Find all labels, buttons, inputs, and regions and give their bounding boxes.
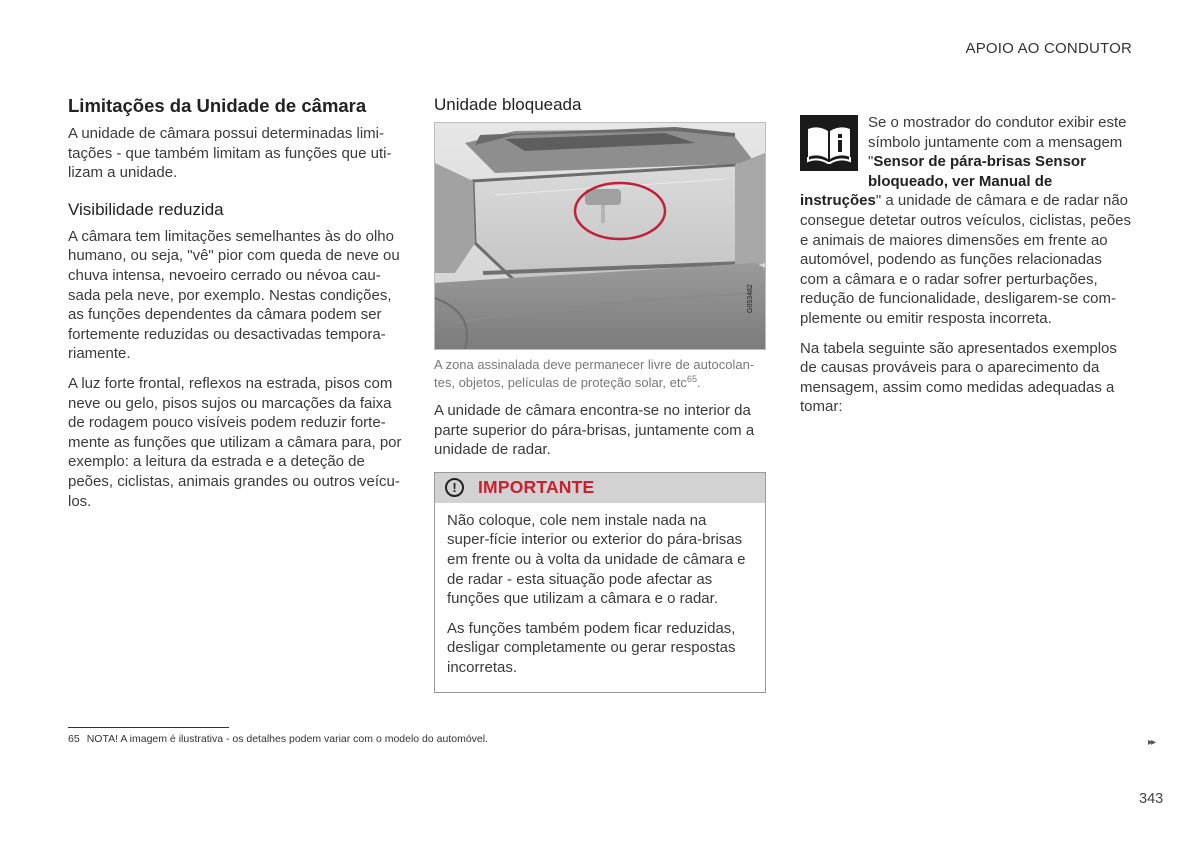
info-rest-paragraph: consegue detetar outros veículos, ciclistas, peões e animais de maiores dimensões em frente ao automóvel, podendo as funções relacionadas com a câmara e o radar sofrer perturbações, redução de funcionalidade, desligarem-se com-plemente ou emitir resposta incorreta. xyxy=(800,211,1132,327)
quote-open: " xyxy=(868,153,874,171)
column-middle xyxy=(434,94,766,693)
figure-code: G053482 xyxy=(747,284,754,313)
important-body xyxy=(435,503,765,692)
info-line-1: Se o mostrador do condutor exibir este xyxy=(868,114,1127,131)
info-line-2: símbolo juntamente com a mensagem xyxy=(868,133,1123,151)
important-box xyxy=(434,472,766,693)
message-part-1: Sensor de pára-brisas Sensor xyxy=(873,153,1086,171)
windshield-illustration xyxy=(434,122,766,350)
continue-arrows-icon: ▸▸ xyxy=(1148,737,1155,748)
section-title: Limitações da Unidade de câmara xyxy=(68,95,367,116)
section-header: APOIO AO CONDUTOR xyxy=(965,40,1132,57)
intro-paragraph: A unidade de câmara possui determinadas limi-tações - que também limitam as funções que uti-lizam a unidade. xyxy=(68,125,392,182)
footnote xyxy=(68,733,488,745)
important-paragraph-2: As funções também podem ficar reduzidas, desligar completamente ou gerar respostas incorretas. xyxy=(447,619,736,676)
footnote-number: 65 xyxy=(68,733,80,745)
page-number: 343 xyxy=(1139,791,1164,807)
info-line-5-rest: " a unidade de câmara e de radar não xyxy=(875,192,1129,210)
info-line-5 xyxy=(800,191,1132,211)
column-right xyxy=(800,113,1132,427)
camera-location-paragraph: A unidade de câmara encontra-se no interior da parte superior do pára-brisas, juntamente com a unidade de radar. xyxy=(434,402,755,459)
paragraph-strong-light: A luz forte frontal, reflexos na estrada, pisos com neve ou gelo, pisos sujos ou marcações da faixa de rodagem pouco visíveis podem reduzir forte-mente as funções que utilizam a câmara para, por exemplo: a leitura da estrada e a deteção de peões, ciclistas, animais grandes ou outros veícu-los. xyxy=(68,374,402,510)
message-part-2: bloqueado, ver Manual de xyxy=(868,172,1053,190)
footnote-divider xyxy=(68,727,229,728)
table-intro-paragraph: Na tabela seguinte são apresentados exemplos de causas prováveis para o aparecimento da mensagem, assim como medidas adequadas a tomar: xyxy=(800,339,1117,416)
info-block xyxy=(800,113,1132,329)
info-line-4 xyxy=(800,172,1132,192)
footnote-ref[interactable]: 65 xyxy=(686,373,697,384)
footnote-text: NOTA! A imagem é ilustrativa - os detalhes podem variar com o modelo do automóvel. xyxy=(86,733,489,745)
caption-text: A zona assinalada deve permanecer livre de autocolan-tes, objetos, películas de proteção solar, etc xyxy=(434,357,755,390)
paragraph-visibility: A câmara tem limitações semelhantes às do olho humano, ou seja, "vê" pior com queda de neve ou chuva intensa, nevoeiro cerrado ou névoa cau-sada pela neve, por exemplo. Nestas condições, as funções dependentes da câmara podem ser fortemente reduzidas ou desactivadas tempora-riamente. xyxy=(68,227,400,363)
important-title: IMPORTANTE xyxy=(478,477,595,498)
important-paragraph-1: Não coloque, cole nem instale nada na super-fície interior ou exterior do pára-brisas em frente ou à volta da unidade de câmara e de radar - esta situação pode afectar as funções que utilizam a câmara e o radar. xyxy=(447,511,746,608)
exclamation-icon: ! xyxy=(445,478,464,497)
subheading-reduced-visibility: Visibilidade reduzida xyxy=(68,199,224,219)
subheading-blocked-unit: Unidade bloqueada xyxy=(434,95,582,114)
message-part-3: instruções xyxy=(800,192,876,210)
important-header xyxy=(435,473,765,503)
manual-book-icon xyxy=(800,115,858,171)
figure-caption: A zona assinalada deve permanecer livre de autocolan-tes, objetos, películas de proteção solar, etc$^{65}$. xyxy=(434,357,755,390)
windshield-image xyxy=(435,123,765,349)
column-left xyxy=(68,94,403,521)
